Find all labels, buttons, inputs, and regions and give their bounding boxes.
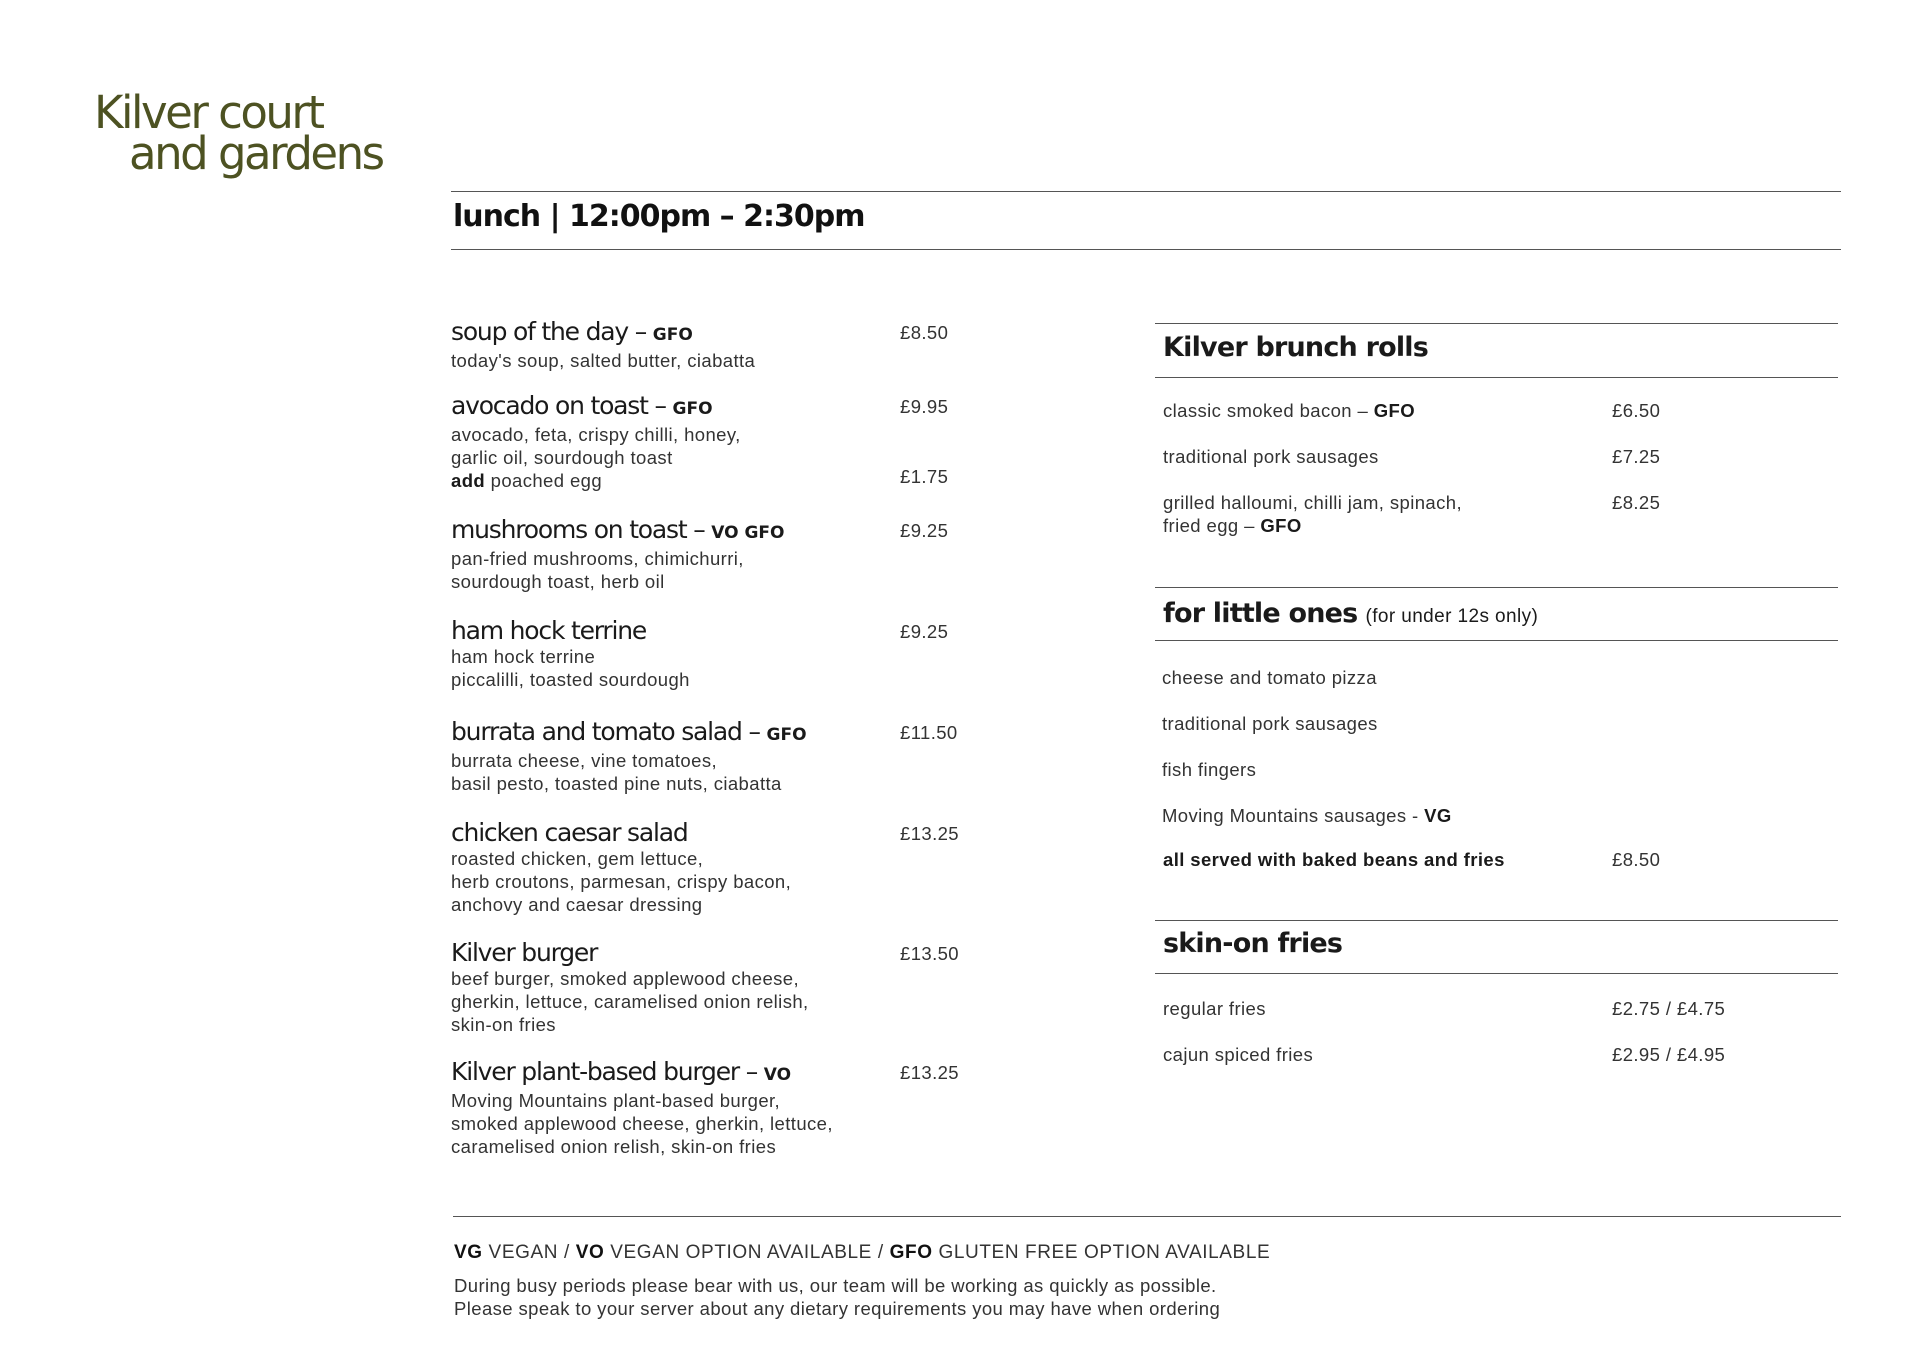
menu-item-name: Kilver plant-based burger – <box>451 1057 758 1086</box>
little-ones-title-text: for little ones <box>1163 598 1358 629</box>
description-line: caramelised onion relish, skin-on fries <box>451 1136 777 1157</box>
menu-item-price: £13.25 <box>900 823 959 844</box>
menu-item-name: ham hock terrine <box>451 616 647 645</box>
little-ones-note: all served with baked beans and fries <box>1163 849 1505 870</box>
description-line: smoked applewood cheese, gherkin, lettuce, <box>451 1113 833 1134</box>
menu-item-name: avocado on toast – <box>451 391 666 420</box>
menu-item-name: Kilver burger <box>451 938 598 967</box>
brunch-roll-line-text: grilled halloumi, chilli jam, spinach, <box>1163 492 1462 513</box>
little-ones-item <box>1162 666 1762 689</box>
brunch-roll-item <box>1163 399 1763 422</box>
description-line: garlic oil, sourdough toast <box>451 447 673 468</box>
brand-logo <box>94 86 383 180</box>
dietary-tag: VG <box>1424 805 1452 826</box>
menu-item-name: burrata and tomato salad – <box>451 717 760 746</box>
little-ones-item-name <box>1162 667 1377 688</box>
lunch-top-rule <box>451 191 1841 192</box>
description-line: anchovy and caesar dressing <box>451 894 703 915</box>
brunch-roll-line-text: classic smoked bacon – <box>1163 400 1369 421</box>
menu-item-description <box>451 547 981 593</box>
brunch-roll-item <box>1163 491 1763 537</box>
little-ones-item-text: fish fingers <box>1162 759 1257 780</box>
brunch-roll-line <box>1163 399 1763 422</box>
dietary-tag: GFO <box>652 325 693 345</box>
menu-item-name: soup of the day – <box>451 317 647 346</box>
little-ones-bottom-rule <box>1155 640 1838 641</box>
dietary-legend <box>454 1242 1270 1264</box>
dietary-tag: VO <box>763 1065 792 1085</box>
brunch-roll-name <box>1163 445 1763 468</box>
brunch-roll-name <box>1163 399 1763 422</box>
description-line: sourdough toast, herb oil <box>451 571 665 592</box>
footer-line1: During busy periods please bear with us, our team will be working as quickly as possible. <box>454 1275 1217 1296</box>
little-ones-item <box>1162 712 1762 735</box>
little-ones-item-text: traditional pork sausages <box>1162 713 1378 734</box>
fries-item-name: cajun spiced fries <box>1163 1044 1314 1065</box>
fries-top-rule <box>1155 920 1838 921</box>
little-ones-item <box>1162 758 1762 781</box>
menu-item <box>451 516 981 593</box>
menu-item-description <box>451 749 981 795</box>
fries-item <box>1163 1043 1763 1066</box>
footer-rule <box>453 1216 1841 1217</box>
fries-item <box>1163 997 1763 1020</box>
addon-text: poached egg <box>490 470 603 491</box>
legend-gfo: GFO <box>889 1242 933 1263</box>
little-ones-title <box>1163 598 1538 629</box>
brunch-roll-line <box>1163 514 1763 537</box>
dietary-tag: GFO <box>1373 400 1416 421</box>
brunch-roll-price: £6.50 <box>1612 400 1661 421</box>
lunch-bottom-rule <box>451 249 1841 250</box>
description-line: gherkin, lettuce, caramelised onion relish, <box>451 991 809 1012</box>
legend-gfo-text: GLUTEN FREE OPTION AVAILABLE <box>938 1242 1271 1263</box>
dietary-tag: GFO <box>672 399 713 419</box>
menu-item-name: chicken caesar salad <box>451 818 688 847</box>
brunch-roll-line-text: fried egg – <box>1163 515 1255 536</box>
description-line: herb croutons, parmesan, crispy bacon, <box>451 871 792 892</box>
description-line: today's soup, salted butter, ciabatta <box>451 350 756 371</box>
menu-item <box>451 617 981 691</box>
menu-item <box>451 939 981 1036</box>
dietary-tag: VO GFO <box>711 523 785 543</box>
brunch-top-rule <box>1155 323 1838 324</box>
little-ones-top-rule <box>1155 587 1838 588</box>
menu-item-price: £13.25 <box>900 1062 959 1083</box>
brunch-roll-price: £8.25 <box>1612 492 1661 513</box>
description-line: roasted chicken, gem lettuce, <box>451 848 704 869</box>
description-line: basil pesto, toasted pine nuts, ciabatta <box>451 773 782 794</box>
menu-item-price: £9.25 <box>900 621 949 642</box>
menu-item-price: £11.50 <box>900 722 958 743</box>
legend-vo-text: VEGAN OPTION AVAILABLE / <box>610 1242 884 1263</box>
menu-item-description <box>451 847 981 916</box>
brand-logo-line1: Kilver court <box>94 86 323 139</box>
menu-item <box>451 718 981 795</box>
brunch-roll-line <box>1163 445 1763 468</box>
little-ones-item-name <box>1162 759 1256 780</box>
description-line: skin-on fries <box>451 1014 556 1035</box>
brunch-rolls-title: Kilver brunch rolls <box>1163 332 1429 363</box>
menu-item-description <box>451 967 981 1036</box>
brand-logo-line2: and gardens <box>129 127 383 180</box>
description-line: burrata cheese, vine tomatoes, <box>451 750 718 771</box>
little-ones-item-name <box>1162 713 1378 734</box>
fries-item-price: £2.95 / £4.95 <box>1612 1044 1726 1065</box>
menu-item-price: £13.50 <box>900 943 959 964</box>
menu-item-price: £8.50 <box>900 322 949 343</box>
menu-item-price: £9.95 <box>900 396 949 417</box>
legend-vg: VG <box>454 1242 483 1263</box>
menu-item <box>451 1058 981 1158</box>
menu-item <box>451 392 981 492</box>
brunch-roll-line <box>1163 491 1763 514</box>
menu-item <box>451 819 981 916</box>
legend-vg-text: VEGAN / <box>488 1242 570 1263</box>
brunch-roll-price: £7.25 <box>1612 446 1661 467</box>
brunch-bottom-rule <box>1155 377 1838 378</box>
little-ones-item-name <box>1162 805 1452 826</box>
brunch-roll-line-text: traditional pork sausages <box>1163 446 1379 467</box>
fries-item-price: £2.75 / £4.75 <box>1612 998 1726 1019</box>
addon-price: £1.75 <box>900 466 949 487</box>
little-ones-subtitle: (for under 12s only) <box>1365 606 1539 627</box>
little-ones-item-text: cheese and tomato pizza <box>1162 667 1377 688</box>
dietary-tag: GFO <box>1260 515 1302 536</box>
little-ones-note-row <box>1163 848 1763 871</box>
description-line: avocado, feta, crispy chilli, honey, <box>451 424 741 445</box>
menu-item-description <box>451 645 981 691</box>
description-line: Moving Mountains plant-based burger, <box>451 1090 781 1111</box>
footer-notes <box>454 1274 1220 1320</box>
brunch-roll-name <box>1163 491 1763 537</box>
description-line: ham hock terrine <box>451 646 596 667</box>
description-line: pan-fried mushrooms, chimichurri, <box>451 548 744 569</box>
menu-item-description <box>451 349 981 372</box>
little-ones-item-text: Moving Mountains sausages - <box>1162 805 1419 826</box>
menu-item-price: £9.25 <box>900 520 949 541</box>
little-ones-note-price: £8.50 <box>1612 849 1661 870</box>
addon-label: add <box>451 470 486 491</box>
description-line: beef burger, smoked applewood cheese, <box>451 968 800 989</box>
menu-item-description <box>451 1089 981 1158</box>
fries-bottom-rule <box>1155 973 1838 974</box>
fries-item-name: regular fries <box>1163 998 1266 1019</box>
fries-title: skin-on fries <box>1163 928 1343 959</box>
menu-item-name: mushrooms on toast – <box>451 515 705 544</box>
footer-line2: Please speak to your server about any dietary requirements you may have when ordering <box>454 1298 1221 1319</box>
dietary-tag: GFO <box>766 725 807 745</box>
brunch-roll-item <box>1163 445 1763 468</box>
lunch-title: lunch | 12:00pm – 2:30pm <box>453 199 865 234</box>
description-line: piccalilli, toasted sourdough <box>451 669 690 690</box>
legend-vo: VO <box>575 1242 605 1263</box>
little-ones-item <box>1162 804 1762 827</box>
menu-item <box>451 318 981 372</box>
